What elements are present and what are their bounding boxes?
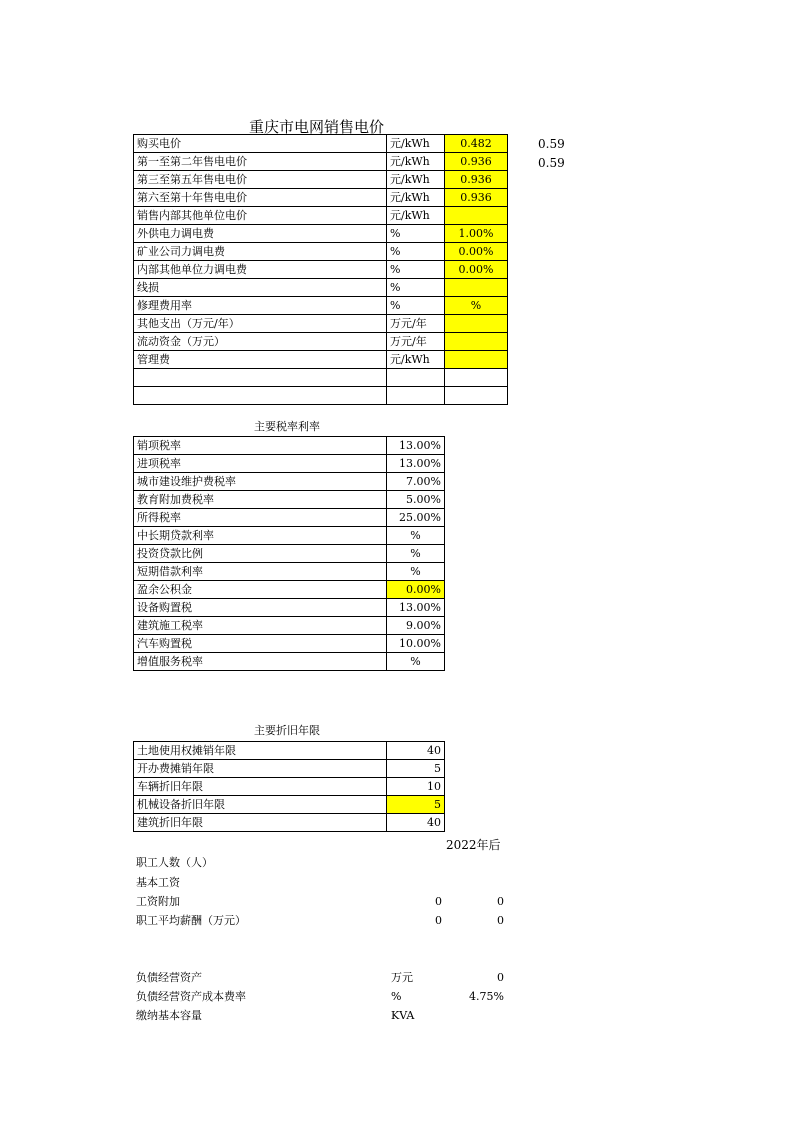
row-value[interactable]: 13.00% [387,599,445,617]
row-label: 第三至第五年售电电价 [134,171,387,189]
row-value[interactable] [445,333,508,351]
staff-label-2: 工资附加 [136,895,180,908]
row-label: 建筑施工税率 [134,617,387,635]
table-row [134,135,508,153]
row-value[interactable]: 10.00% [387,635,445,653]
row-label: 矿业公司力调电费 [134,243,387,261]
row-unit [387,387,445,405]
row-unit: % [387,225,445,243]
table-row [134,563,445,581]
row-value[interactable]: 25.00% [387,509,445,527]
row-label: 城市建设维护费税率 [134,473,387,491]
table-row [134,491,445,509]
row-label: 土地使用权摊销年限 [134,742,387,760]
row-value[interactable]: 0.00% [445,261,508,279]
table-row [134,369,508,387]
table-row [134,351,508,369]
tax-title: 主要税率利率 [254,420,320,433]
row-value[interactable]: 0.00% [445,243,508,261]
row-value[interactable]: 5 [387,760,445,778]
row-unit: % [387,297,445,315]
table-row [134,171,508,189]
table-row [134,509,445,527]
table-row [134,455,445,473]
row-value[interactable]: % [387,563,445,581]
asset-label-2: 缴纳基本容量 [136,1009,202,1022]
asset-value-0: 0 [497,971,504,984]
row-label: 第六至第十年售电电价 [134,189,387,207]
row-value[interactable]: 0.936 [445,171,508,189]
asset-unit-2: KVA [391,1009,415,1022]
row-unit: % [387,243,445,261]
row-unit: % [387,279,445,297]
row-value[interactable]: 0.936 [445,153,508,171]
row-label: 第一至第二年售电电价 [134,153,387,171]
row-unit: 万元/年 [387,333,445,351]
table-row [134,545,445,563]
asset-value-1: 4.75% [469,990,504,1003]
table-row [134,617,445,635]
row-value[interactable]: 40 [387,814,445,832]
row-value[interactable]: 1.00% [445,225,508,243]
staff-v1-2: 0 [435,895,442,908]
row-label: 设备购置税 [134,599,387,617]
row-unit: 元/kWh [387,189,445,207]
table-row [134,635,445,653]
row-label: 教育附加费税率 [134,491,387,509]
staff-label-1: 基本工资 [136,876,180,889]
price-title: 重庆市电网销售电价 [249,118,385,136]
row-label: 车辆折旧年限 [134,778,387,796]
table-row [134,333,508,351]
row-value[interactable]: 0.482 [445,135,508,153]
row-label: 增值服务税率 [134,653,387,671]
row-label: 盈余公积金 [134,581,387,599]
staff-label-3: 职工平均薪酬（万元） [136,914,246,927]
row-label: 其他支出（万元/年） [134,315,387,333]
staff-v2-2: 0 [497,895,504,908]
table-row [134,261,508,279]
row-value[interactable]: 0.00% [387,581,445,599]
row-unit: 元/kWh [387,207,445,225]
row-label: 进项税率 [134,455,387,473]
table-row [134,473,445,491]
row-label: 汽车购置税 [134,635,387,653]
row-label: 流动资金（万元） [134,333,387,351]
staff-v1-3: 0 [435,914,442,927]
table-row [134,796,445,814]
table-row [134,315,508,333]
table-row [134,243,508,261]
row-value[interactable]: % [387,653,445,671]
row-unit: % [387,261,445,279]
row-value[interactable] [445,369,508,387]
row-label: 销售内部其他单位电价 [134,207,387,225]
row-value[interactable]: 5 [387,796,445,814]
staff-label-0: 职工人数（人） [136,856,213,869]
table-row [134,387,508,405]
table-row [134,189,508,207]
row-value[interactable] [445,387,508,405]
row-value[interactable]: 9.00% [387,617,445,635]
row-unit: 元/kWh [387,135,445,153]
row-label: 线损 [134,279,387,297]
table-row [134,599,445,617]
table-row [134,760,445,778]
row-label: 外供电力调电费 [134,225,387,243]
asset-label-0: 负债经营资产 [136,971,202,984]
table-row [134,153,508,171]
row-unit: 元/kWh [387,153,445,171]
row-value[interactable]: 7.00% [387,473,445,491]
tax-table [133,436,445,671]
table-row [134,225,508,243]
price-extra-1: 0.59 [538,156,565,170]
depr-table [133,741,445,832]
table-row [134,527,445,545]
table-row [134,437,445,455]
row-value[interactable]: 10 [387,778,445,796]
row-label: 管理费 [134,351,387,369]
table-row [134,742,445,760]
table-row [134,581,445,599]
table-row [134,279,508,297]
row-value[interactable]: 13.00% [387,437,445,455]
table-row [134,778,445,796]
table-row [134,653,445,671]
row-value[interactable]: % [387,527,445,545]
table-row [134,207,508,225]
row-label: 中长期贷款利率 [134,527,387,545]
asset-unit-0: 万元 [391,971,413,984]
staff-v2-3: 0 [497,914,504,927]
row-label: 短期借款利率 [134,563,387,581]
table-row [134,814,445,832]
row-value[interactable]: 13.00% [387,455,445,473]
row-label: 所得税率 [134,509,387,527]
row-label: 修理费用率 [134,297,387,315]
row-label [134,369,387,387]
asset-unit-1: % [391,990,402,1003]
row-value[interactable] [445,207,508,225]
price-extra-0: 0.59 [538,137,565,151]
row-value[interactable] [445,315,508,333]
depr-title: 主要折旧年限 [254,724,320,737]
row-value[interactable]: 40 [387,742,445,760]
row-label: 投资贷款比例 [134,545,387,563]
row-unit: 元/kWh [387,351,445,369]
row-value[interactable] [445,279,508,297]
row-unit [387,369,445,387]
row-label: 开办费摊销年限 [134,760,387,778]
row-value[interactable]: % [445,297,508,315]
row-label: 机械设备折旧年限 [134,796,387,814]
row-label: 建筑折旧年限 [134,814,387,832]
row-unit: 万元/年 [387,315,445,333]
asset-label-1: 负债经营资产成本费率 [136,990,246,1003]
row-unit: 元/kWh [387,171,445,189]
row-label: 内部其他单位力调电费 [134,261,387,279]
price-table [133,134,508,405]
row-value[interactable] [445,351,508,369]
row-value[interactable]: 5.00% [387,491,445,509]
row-value[interactable]: % [387,545,445,563]
row-label: 购买电价 [134,135,387,153]
table-row [134,297,508,315]
row-label: 销项税率 [134,437,387,455]
row-label [134,387,387,405]
row-value[interactable]: 0.936 [445,189,508,207]
staff-header: 2022年后 [446,838,501,852]
